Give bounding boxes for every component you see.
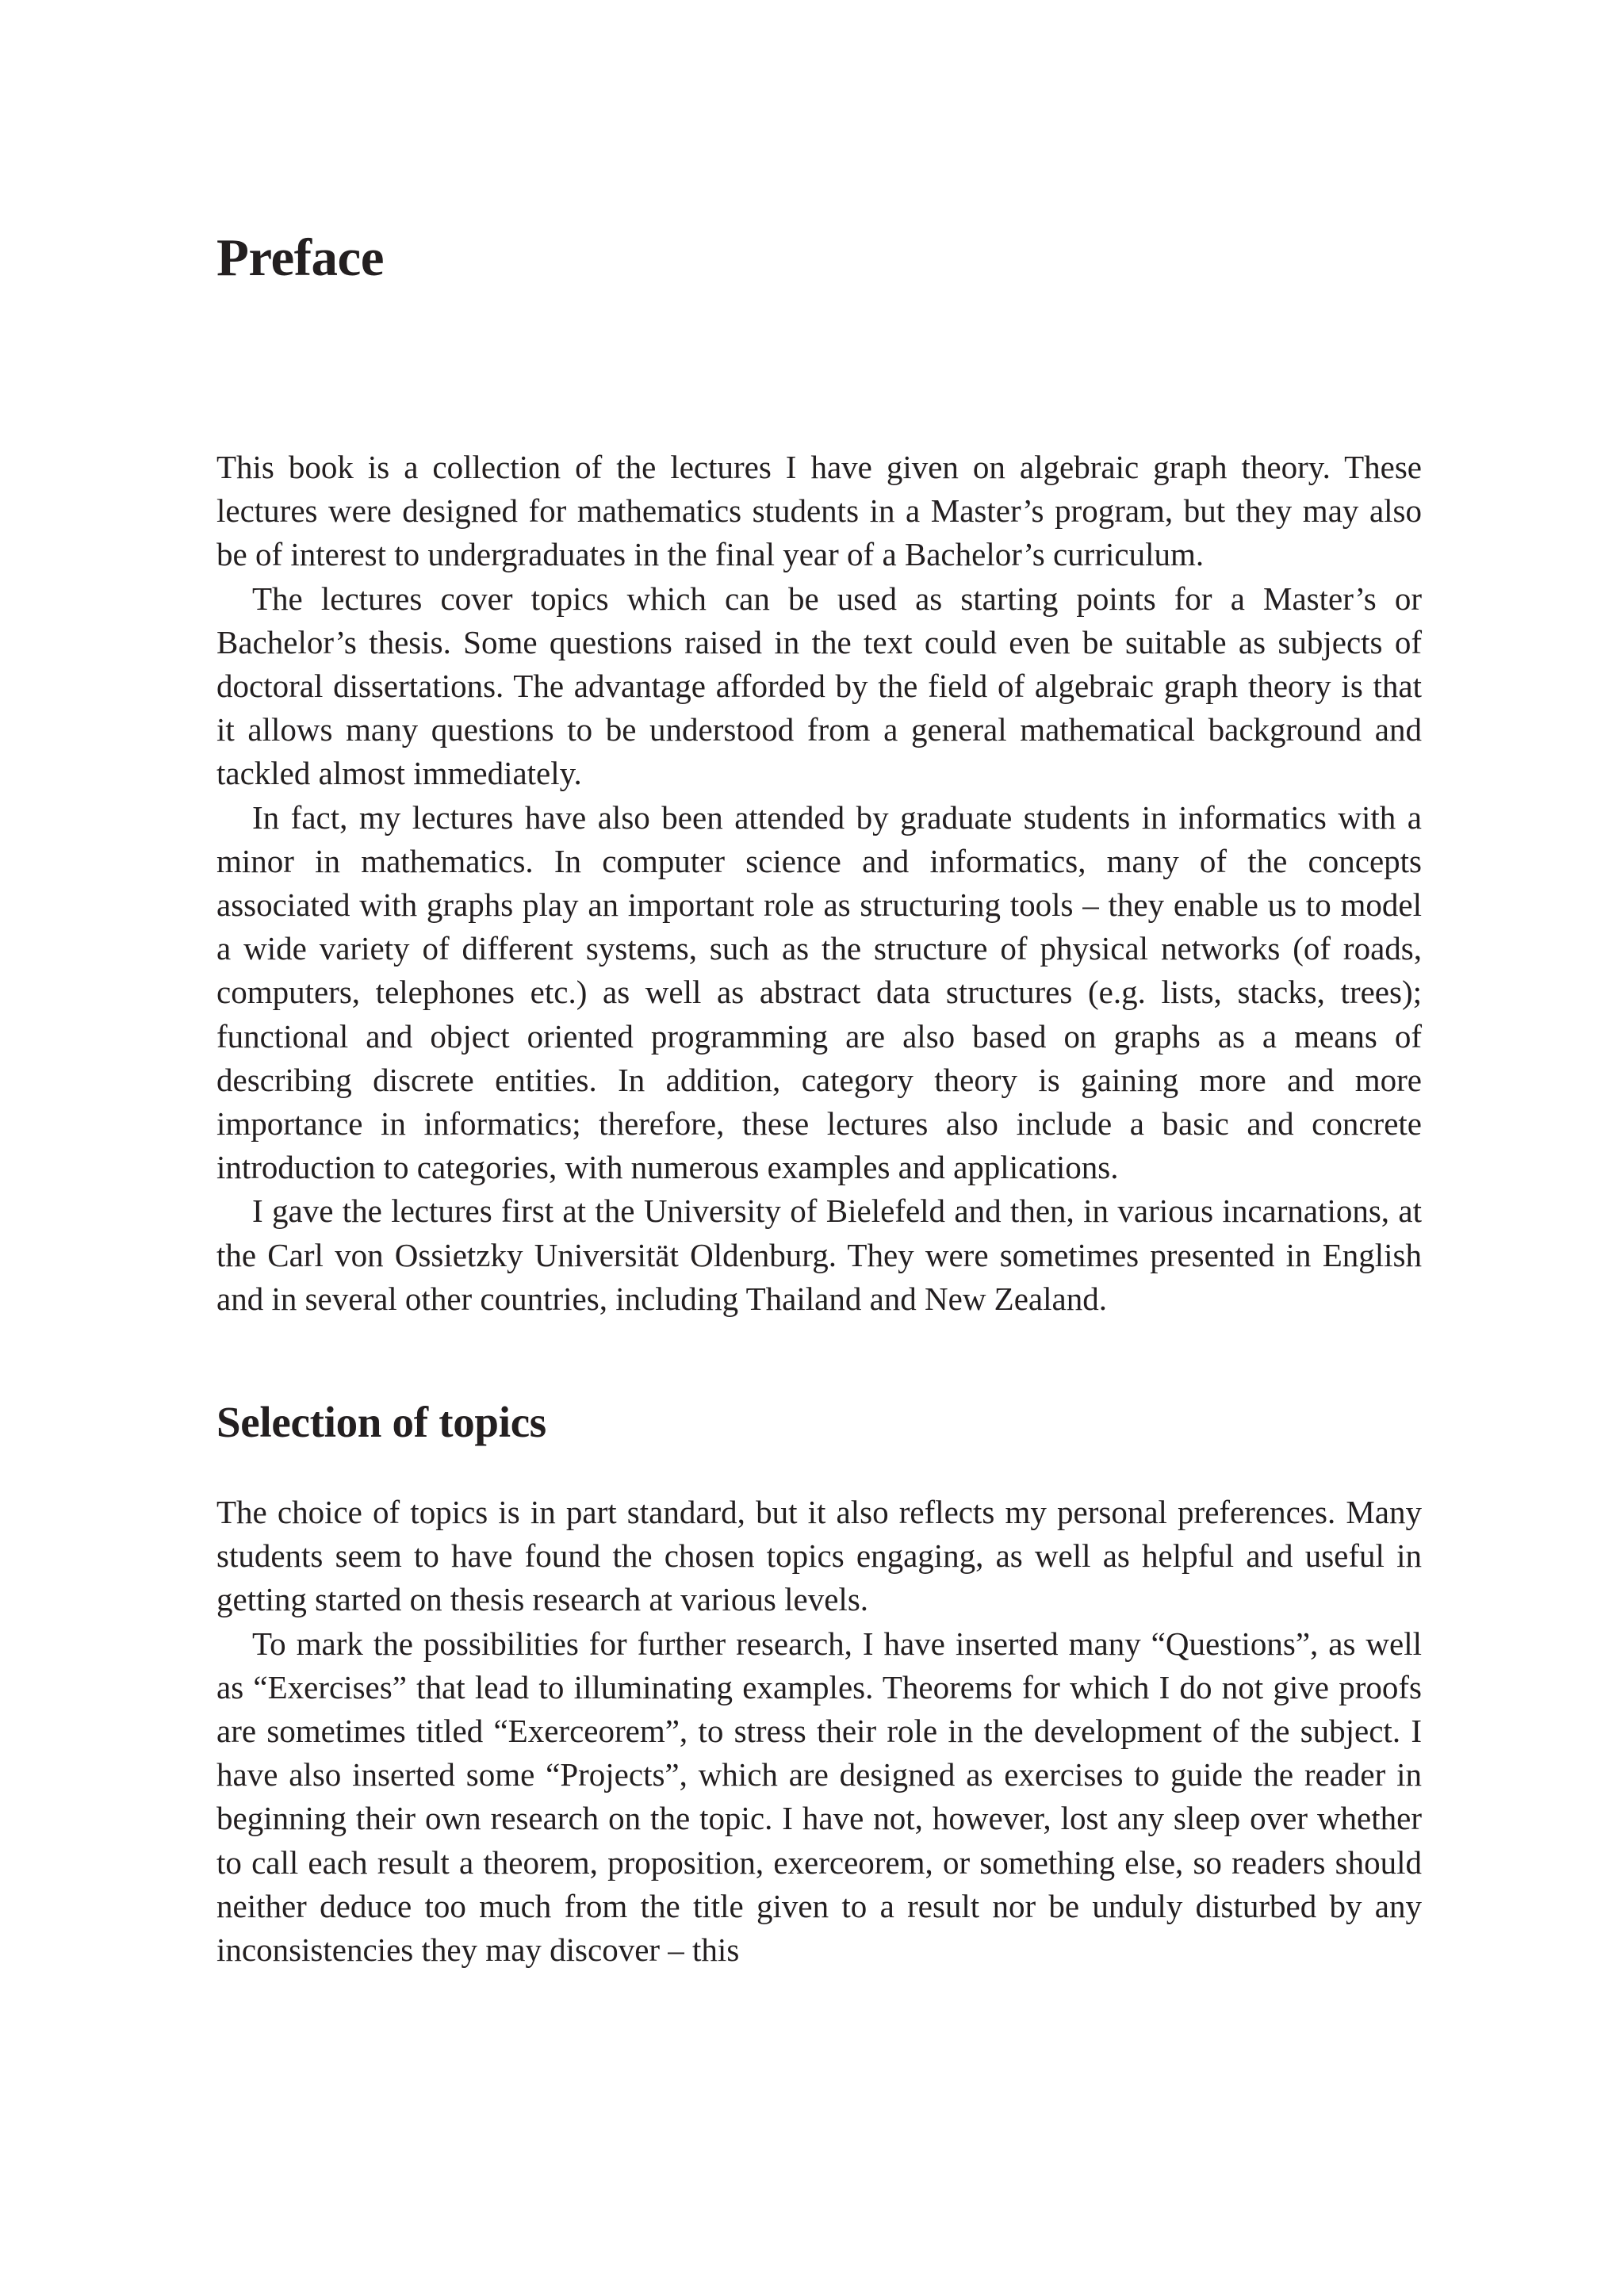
intro-paragraph-3: In fact, my lectures have also been attended by graduate students in informatics with a minor in mathematics. In computer science and informatics, many of the concepts associated with graphs play an important role as structuring tools – they enable us to model a wide variety of different systems, such as the structure of physical networks (of roads, computers, telephones etc.) as well as abstract data structures (e.g. lists, stacks, trees); functional and object oriented programming are also based on graphs as a means of describing discrete entities. In addition, category theory is gaining more and more importance in informatics; therefore, these lectures also include a basic and concrete introduction to categories, with numerous examples and applications. <box>216 798 1422 1186</box>
section-paragraph-2: To mark the possibilities for further research, I have inserted many “Questions”, as well as “Exercises” that lead to illuminating examples. Theorems for which I do not give proofs are sometimes titled “Exerceorem”, to stress their role in the development of the subject. I have also inserted some “Projects”, which are designed as exercises to guide the reader in beginning their own research on the topic. I have not, however, lost any sleep over whether to call each result a theorem, proposition, exerceorem, or something else, so readers should neither deduce too much from the title given to a result nor be unduly disturbed by any inconsistencies they may discover – this <box>216 1625 1422 1969</box>
section-heading-selection-of-topics: Selection of topics <box>216 1398 546 1446</box>
section-text <box>216 1491 1422 1972</box>
section-paragraph-1: The choice of topics is in part standard, but it also reflects my personal preferences. Many students seem to have found the chosen topics engaging, as well as helpful and useful in getting started on thesis research at various levels. <box>216 1494 1422 1618</box>
intro-paragraph-2: The lectures cover topics which can be used as starting points for a Master’s or Bachelor’s thesis. Some questions raised in the text could even be suitable as subjects of doctoral dissertations. The advantage afforded by the field of algebraic graph theory is that it allows many questions to be understood from a general mathematical background and tackled almost immediately. <box>216 580 1422 792</box>
intro-paragraph-1: This book is a collection of the lectures I have given on algebraic graph theory. These lectures were designed for mathematics students in a Master’s program, but they may also be of interest to undergraduates in the final year of a Bachelor’s curriculum. <box>216 449 1422 573</box>
intro-text <box>216 446 1422 1321</box>
page-title: Preface <box>216 228 384 287</box>
intro-paragraph-4: I gave the lectures first at the University of Bielefeld and then, in various incarnations, at the Carl von Ossietzky Universität Oldenburg. They were sometimes presented in English and in several other countries, including Thailand and New Zealand. <box>216 1192 1422 1317</box>
